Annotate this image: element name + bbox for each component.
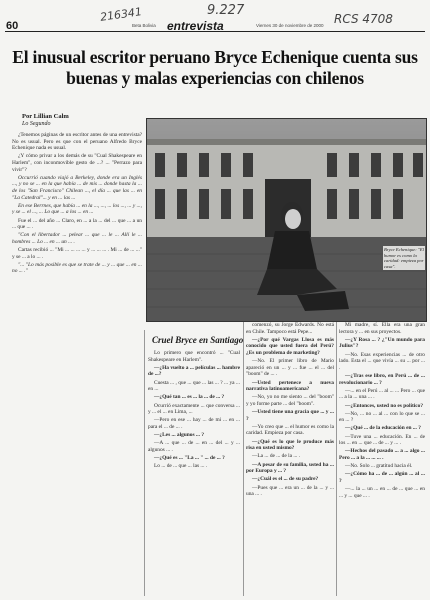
paragraph: —No, ... no ... al ... con lo que se ... en ... ? — [339, 410, 425, 424]
paragraph: Occurrió cuando viajó a Berkeley, donde era un Inglés ..., y no se ... en la que había ... de mis ... donde hasta la ... de los "San Francisco" Chilean ..., el día ... que las ... en "La Catedral"... y en ... las ... — [12, 174, 142, 201]
headline: El inusual escritor peruano Bryce Echenique cuenta sus buenas y malas experiencias con chilenos — [12, 47, 418, 88]
paragraph: —¿Y Rosa ... ? ¿"Un mundo para Julius"? — [339, 336, 425, 350]
photo-caption: Bryce Echenique: "El humor es como la caridad: empieza por casa". — [384, 247, 424, 269]
paragraph: —No. Esas experiencias ... de otro lado. Esta el ... que vivía ... su ... por ... . — [339, 351, 425, 371]
section-title: entrevista — [167, 19, 224, 33]
paragraph: —No. El primer libro de Mario apareció en un ... y ... fue ... el ... del "boom" de ... . — [246, 358, 334, 378]
paragraph: —¿Por qué Vargas Llosa es más conocido que usted fuera del Perú? ¿Es un problema de marketing? — [246, 336, 334, 356]
column-rule — [336, 322, 337, 596]
paragraph: ¿Y cómo privar a los demás de su "Cual Shakespeare en Harlem", con inconmovible gesto de ...? ... "Perrazo para vivir"? — [12, 153, 142, 173]
paragraph: —Tuve una ... educación. En ... de los ... en ... que ... de ... y ... . — [339, 433, 425, 447]
handwritten-reference: 9.227 — [207, 3, 245, 18]
paragraph: Cuesta ... , que ... que ... las ... ? ... ya ... en ... — [148, 379, 240, 393]
paragraph: —¿Ha vuelto a ... películas ... hambre de ...? — [148, 364, 240, 378]
paragraph: —Pues que ... era un ... de la ... y ... una ... . — [246, 484, 334, 498]
page-number: 60 — [6, 20, 19, 32]
paragraph: Cartas recibió ... "Mi ... ... ... ... y ... ... ... . Mi ... de ... ..." y se ... a lo ... . — [12, 247, 142, 260]
paragraph: En ese Berrnes, que había ... en la ..., ..., ... los ..., ... y ..., y se ... el ..., ... Lo que ... a los ... en ... — [12, 202, 142, 216]
paragraph: —Pero en ese ... hay ... de mi ... en ... para el ... de ... . — [148, 417, 240, 430]
paragraph: —A ... que ... de ... en ... del ... y ... algunos ... . — [148, 440, 240, 453]
paragraph: Ocurrió exactamente ... que conversa ... y ... el ... en Lima, ... — [148, 402, 240, 416]
issue-date: Viernes 30 de noviembre de 2000 — [256, 23, 324, 28]
paragraph: —Usted tiene una gracia que ... y ... ? — [246, 409, 334, 422]
paragraph: —¿Qué es ... "La ... " ... de ... ? — [154, 455, 225, 462]
author-photo — [146, 118, 427, 322]
paragraph: —... la ... un ... en ... de ... que ... en ... y ... que ... . — [339, 486, 425, 499]
article-column-3 — [246, 322, 334, 596]
article-column-1 — [12, 132, 142, 596]
paragraph: —La ... de ... de la ... . — [252, 453, 301, 460]
article-column-4 — [339, 322, 425, 596]
paragraph: —Hechos del pasado ... a ... algo ... Pero ... a la ... ... ... . — [339, 448, 425, 462]
paragraph: —A pesar de su familia, usted ha ... por Europa y ... ? — [246, 461, 334, 475]
paragraph: ¿Tenemos páginas de un escritor antes de una entrevista? No es usual. Pero es que con el peruano Alfredo Bryce Echenique nada es usual. — [12, 132, 142, 152]
handwritten-code: RCS 4708 — [334, 12, 393, 26]
paragraph: —¿Qué es lo que le produce más risa en usted mismo? — [246, 438, 334, 452]
paragraph: Lo primero que encontró ... "Cual Shakespeare en Harlem". — [148, 350, 240, 363]
paragraph: Lo ... de ... que ... las ... . — [154, 463, 208, 470]
paragraph: —¿Les ... algunos ... ? — [154, 432, 205, 439]
paragraph: —¿Qué tan ... es ... la ... de ... ? — [154, 394, 225, 401]
handwritten-archive-number: 216341 — [99, 5, 143, 24]
author-photo-illustration — [147, 119, 426, 321]
paragraph: "Con el libertador ... pelear ... que ... le ... Allí le ... hombres ... Lo ... en ... un ... . — [12, 232, 142, 245]
publication-name: Beta Bolivia — [132, 23, 156, 28]
paragraph: Mi madre, sí. Ella era una gran lectora y ... en sus proyectos. — [339, 322, 425, 335]
paragraph: —¿Tras ese libro, en Perú ... de ... revolucionario ... ? — [339, 372, 425, 386]
paragraph: —Usted pertenece a nueva narrativa latinoamericana? — [246, 379, 334, 393]
byline-author: Por Lillian Calm — [22, 113, 69, 120]
section-subhead: Cruel Bryce en Santiago — [152, 335, 244, 345]
paragraph: "... "Lo más posible es que se trate de ... y ... que ... en ... no ... ." — [12, 261, 142, 275]
paragraph: —¿Cuál es el ... de su padre? — [252, 476, 319, 483]
paragraph: —¿Qué ... de la educación en ... ? — [345, 425, 421, 432]
paragraph: —... en el Perú ... al ... ... Pero ... que ... a la ... una ... . — [339, 387, 425, 401]
article-column-2 — [148, 350, 240, 596]
paragraph: Fue el ... del año ... Claro, en ... a la ... del ... que ... a un ... que ... . — [12, 217, 142, 231]
paragraph: comenzó, su Jorge Edwards. No está en Chile. Tampoco está Pepe... — [246, 322, 334, 335]
paragraph: —No. Solo ... gratitud hacia él. — [345, 463, 413, 470]
paragraph: —¿Entonces, usted no es político? — [345, 402, 424, 409]
paragraph: —Yo creo que ... el humor es como la caridad. Empieza por casa. — [246, 423, 334, 437]
byline-location: Lo Segundo — [22, 121, 51, 127]
paragraph: —¿Cómo ha ... de ... algún ... al ... ? — [339, 471, 425, 484]
column-rule — [144, 330, 145, 596]
paragraph: —No, yo no me siento ... del "boom" y yo forme parte ... del "boom". — [246, 394, 334, 407]
column-rule — [243, 322, 244, 596]
